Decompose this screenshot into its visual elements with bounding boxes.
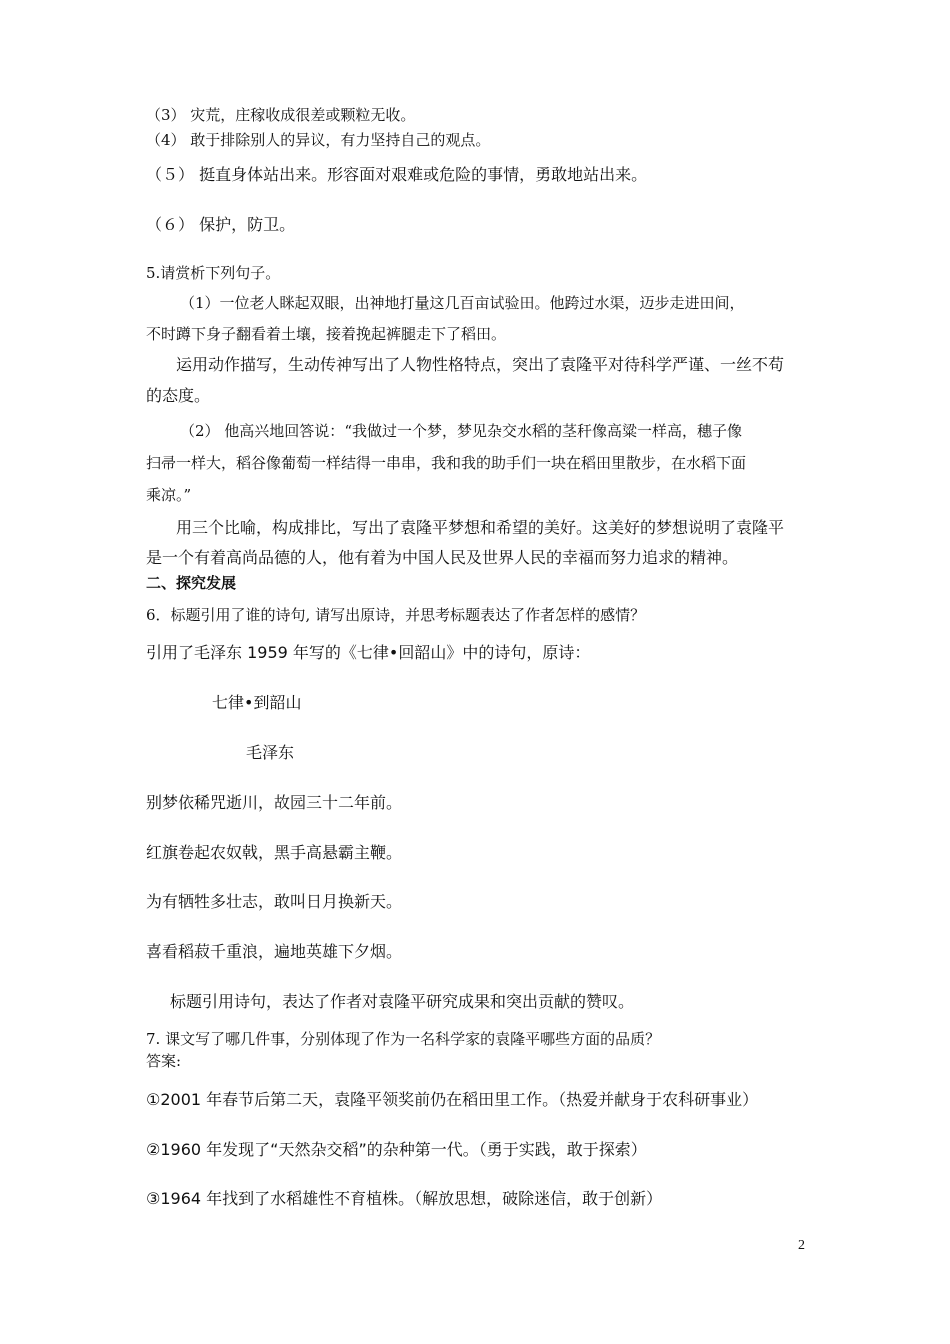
question-5-answer-2-line-2: 是一个有着高尚品德的人，他有着为中国人民及世界人民的幸福而努力追求的精神。 [146,548,739,567]
question-6-conclusion: 标题引用诗句，表达了作者对袁隆平研究成果和突出贡献的赞叹。 [170,992,635,1011]
poem-line-1: 别梦依稀咒逝川，故园三十二年前。 [146,793,403,812]
question-5-item-2-line-3: 乘凉。” [146,486,192,504]
answer-4-item-5: （５） 挺直身体站出来。形容面对艰难或危险的事情，勇敢地站出来。 [146,165,648,184]
poem-line-2: 红旗卷起农奴戟，黑手高悬霸主鞭。 [146,843,403,862]
question-5-item-2-line-1: （2） 他高兴地回答说：“我做过一个梦，梦见杂交水稻的茎秆像高粱一样高，穗子像 [180,422,742,440]
poem-title: 七律•到韶山 [212,693,302,712]
question-7-answer-label: 答案: [146,1052,182,1070]
question-5-prompt: 5.请赏析下列句子。 [146,264,281,282]
poem-author: 毛泽东 [246,743,295,762]
question-5-item-1-line-1: （1）一位老人眯起双眼，出神地打量这几百亩试验田。他跨过水渠，迈步走进田间， [180,294,745,312]
answer-4-item-6: （６） 保护，防卫。 [146,215,296,234]
section-heading: 二、探究发展 [146,574,237,592]
question-7-answer-item-3: ③1964 年找到了水稻雄性不育植株。（解放思想，破除迷信，敢于创新） [146,1189,663,1208]
poem-line-4: 喜看稻菽千重浪，遍地英雄下夕烟。 [146,942,403,961]
answer-4-item-4: （4） 敢于排除别人的异议，有力坚持自己的观点。 [146,131,491,149]
answer-4-item-3: （3） 灾荒，庄稼收成很差或颗粒无收。 [146,106,416,124]
poem-line-3: 为有牺牲多壮志，敢叫日月换新天。 [146,892,403,911]
question-7-answer-item-1: ①2001 年春节后第二天，袁隆平领奖前仍在稻田里工作。（热爱并献身于农科研事业） [146,1090,759,1109]
page-number: 2 [798,1238,805,1253]
question-6-answer-intro: 引用了毛泽东 1959 年写的《七律•回韶山》中的诗句，原诗： [146,643,591,662]
question-5-item-1-line-2: 不时蹲下身子翻看着土壤，接着挽起裤腿走下了稻田。 [146,325,507,343]
question-5-answer-2-line-1: 用三个比喻，构成排比，写出了袁隆平梦想和希望的美好。这美好的梦想说明了袁隆平 [176,518,785,537]
question-7-answer-item-2: ②1960 年发现了“天然杂交稻”的杂种第一代。（勇于实践，敢于探索） [146,1140,647,1159]
question-5-answer-1-line-2: 的态度。 [146,386,211,405]
question-6-prompt: 6．标题引用了谁的诗句, 请写出原诗，并思考标题表达了作者怎样的感情？ [146,606,646,624]
question-5-item-2-line-2: 扫帚一样大，稻谷像葡萄一样结得一串串，我和我的助手们一块在稻田里散步，在水稻下面 [146,454,747,472]
question-7-prompt: 7. 课文写了哪几件事，分别体现了作为一名科学家的袁隆平哪些方面的品质？ [146,1030,661,1048]
question-5-answer-1-line-1: 运用动作描写，生动传神写出了人物性格特点，突出了袁隆平对待科学严谨、一丝不苟 [176,355,785,374]
